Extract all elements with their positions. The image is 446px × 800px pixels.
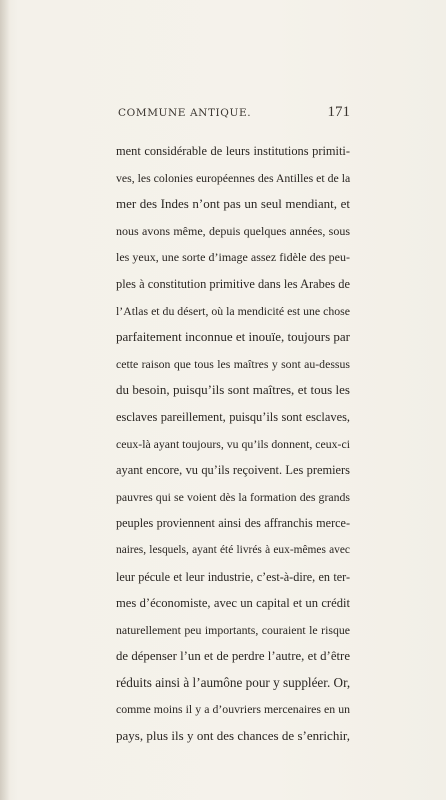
text-line: comme moins il y a d’ouvriers mercenaires en un bbox=[116, 702, 350, 717]
text-line: les yeux, une sorte d’image assez fidèle des peu- bbox=[116, 250, 350, 265]
text-line: leur pécule et leur industrie, c’est-à-dire, en ter- bbox=[116, 569, 350, 584]
text-line: du besoin, puisqu’ils sont maîtres, et tous les bbox=[116, 382, 350, 398]
text-line: ceux-là ayant toujours, vu qu’ils donnent, ceux-ci bbox=[116, 436, 350, 451]
text-line: mes d’économiste, avec un capital et un crédit bbox=[116, 596, 350, 611]
text-line: ayant encore, vu qu’ils reçoivent. Les premiers bbox=[116, 463, 350, 478]
text-line: l’Atlas et du désert, où la mendicité est une chose bbox=[116, 303, 350, 318]
text-line: réduits ainsi à l’aumône pour y suppléer. Or, bbox=[116, 674, 351, 690]
running-title: COMMUNE ANTIQUE. bbox=[118, 107, 252, 119]
text-line: ves, les colonies européennes des Antilles et de la bbox=[116, 170, 351, 185]
text-line: naires, lesquels, ayant été livrés à eux-mêmes avec bbox=[116, 543, 350, 556]
text-line: ment considérable de leurs institutions primiti- bbox=[116, 144, 350, 158]
text-line: mer des Indes n’ont pas un seul mendiant, et bbox=[116, 196, 350, 212]
text-line: pauvres qui se voient dès la formation des grands bbox=[116, 489, 350, 504]
text-line: esclaves pareillement, puisqu’ils sont esclaves, bbox=[116, 409, 350, 424]
text-line: parfaitement inconnue et inouïe, toujours par bbox=[116, 329, 350, 345]
text-line: cette raison que tous les maîtres y sont au-dessus bbox=[116, 356, 350, 371]
text-line: peuples proviennent ainsi des affranchis merce- bbox=[116, 516, 350, 531]
binding-shadow bbox=[0, 0, 10, 800]
text-line: naturellement peu importants, couraient le risque bbox=[116, 622, 350, 637]
body-text bbox=[116, 138, 350, 750]
text-line: de dépenser l’un et de perdre l’autre, et d’être bbox=[116, 649, 350, 664]
text-line: ples à constitution primitive dans les Arabes de bbox=[116, 276, 350, 291]
text-line: pays, plus ils y ont des chances de s’enrichir, bbox=[116, 728, 350, 744]
page-number: 171 bbox=[327, 104, 350, 120]
text-line: nous avons même, depuis quelques années, sous bbox=[116, 223, 350, 238]
